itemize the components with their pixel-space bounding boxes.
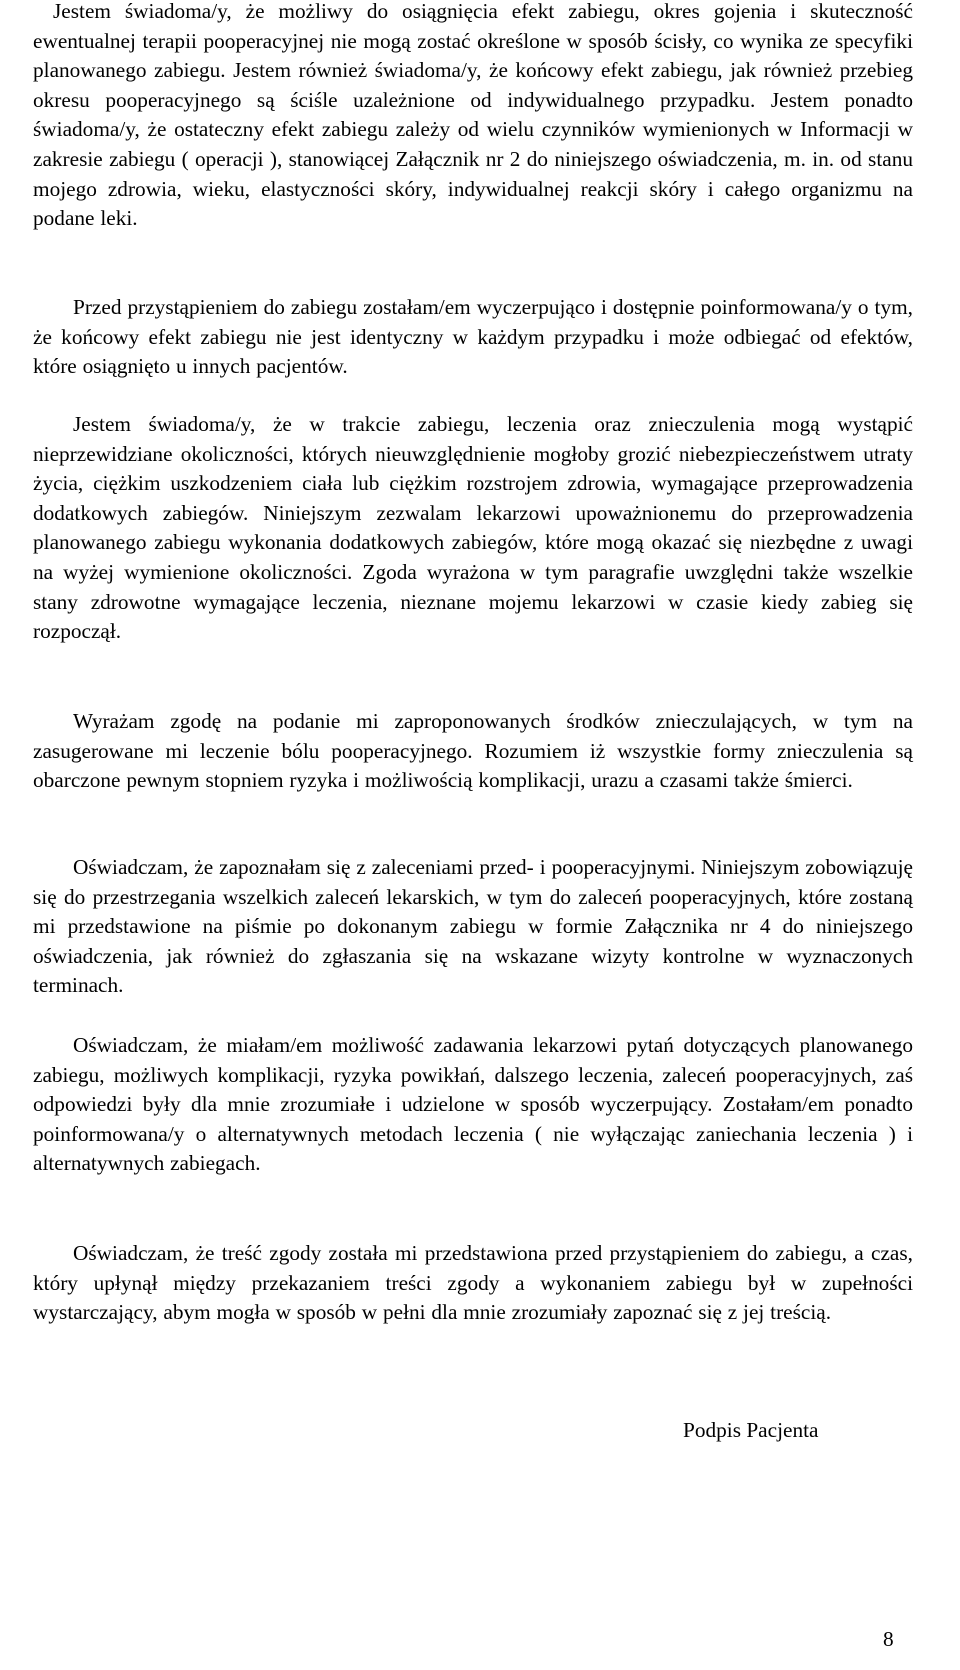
patient-signature-label: Podpis Pacjenta bbox=[683, 1418, 819, 1442]
paragraph-postoperative-instructions: Oświadczam, że zapoznałam się z zaleceniami przed- i pooperacyjnymi. Niniejszym zobowiązuję się do przestrzegania wszelkich zaleceń lekarskich, w tym do zaleceń pooperacyjnych, które zostaną mi przedstawione na piśmie po dokonanym zabiegu w formie Załącznika nr 4 do niniejszego oświadczenia, jak również do zgłaszania się na wskazane wizyty kontrolne w wyznaczonych terminach. bbox=[33, 855, 913, 998]
paragraph-informed-result: Przed przystąpieniem do zabiegu zostałam/em wyczerpująco i dostępnie poinformowana/y o tym, że końcowy efekt zabiegu nie jest identyczny w każdym przypadku i może odbiegać od efektów, które osiągnięto u innych pacjentów. bbox=[33, 295, 913, 379]
paragraph-anesthesia-consent: Wyrażam zgodę na podanie mi zaproponowanych środków znieczulających, w tym na zasugerowane mi leczenie bólu pooperacyjnego. Rozumiem iż wszystkie formy znieczulenia są obarczone pewnym stopniem ryzyka i możliwością komplikacji, urazu a czasami także śmierci. bbox=[33, 709, 913, 793]
paragraph-unforeseen-circumstances: Jestem świadoma/y, że w trakcie zabiegu, leczenia oraz znieczulenia mogą wystąpić nieprzewidziane okoliczności, których nieuwzględnienie mogłoby grozić niebezpieczeństwem utraty życia, ciężkim uszkodzeniem ciała lub ciężkim rozstrojem zdrowia, wymagające przeprowadzenia dodatkowych zabiegów. Niniejszym zezwalam lekarzowi upoważnionemu do przeprowadzenia planowanego zabiegu wykonania dodatkowych zabiegów, które mogą okazać się niezbędne z uwagi na wyżej wymienione okoliczności. Zgoda wyrażona w tym paragrafie uwzględni także wszelkie stany zdrowotne wymagające leczenia, nieznane mojemu lekarzowi w czasie kiedy zabieg się rozpoczął. bbox=[33, 412, 913, 644]
paragraph-consent-presented: Oświadczam, że treść zgody została mi przedstawiona przed przystąpieniem do zabiegu, a czas, który upłynął między przekazaniem treści zgody a wykonaniem zabiegu był w zupełności wystarczający, abym mogła w sposób w pełni dla mnie zrozumiały zapoznać się z jej treścią. bbox=[33, 1241, 913, 1325]
page-number: 8 bbox=[883, 1627, 894, 1651]
paragraph-expected-outcome: Jestem świadoma/y, że możliwy do osiągnięcia efekt zabiegu, okres gojenia i skuteczność ewentualnej terapii pooperacyjnej nie mogą zostać określone w sposób ścisły, co wynika ze specyfiki planowanego zabiegu. Jestem również świadoma/y, że końcowy efekt zabiegu, jak również przebieg okresu pooperacyjnego są ściśle uzależnione od indywidualnego przypadku. Jestem ponadto świadoma/y, że ostateczny efekt zabiegu zależy od wielu czynników wymienionych w Informacji w zakresie zabiegu ( operacji ), stanowiącej Załącznik nr 2 do niniejszego oświadczenia, m. in. od stanu mojego zdrowia, wieku, elastyczności skóry, indywidualnej reakcji skóry i całego organizmu na podane leki. bbox=[33, 0, 913, 231]
paragraph-questions-answered: Oświadczam, że miałam/em możliwość zadawania lekarzowi pytań dotyczących planowanego zabiegu, możliwych komplikacji, ryzyka powikłań, dalszego leczenia, zaleceń pooperacyjnych, zaś odpowiedzi były dla mnie zrozumiałe i udzielone w sposób wyczerpujący. Zostałam/em ponadto poinformowana/y o alternatywnych metodach leczenia ( nie wyłączając zaniechania leczenia ) i alternatywnych zabiegach. bbox=[33, 1033, 913, 1176]
